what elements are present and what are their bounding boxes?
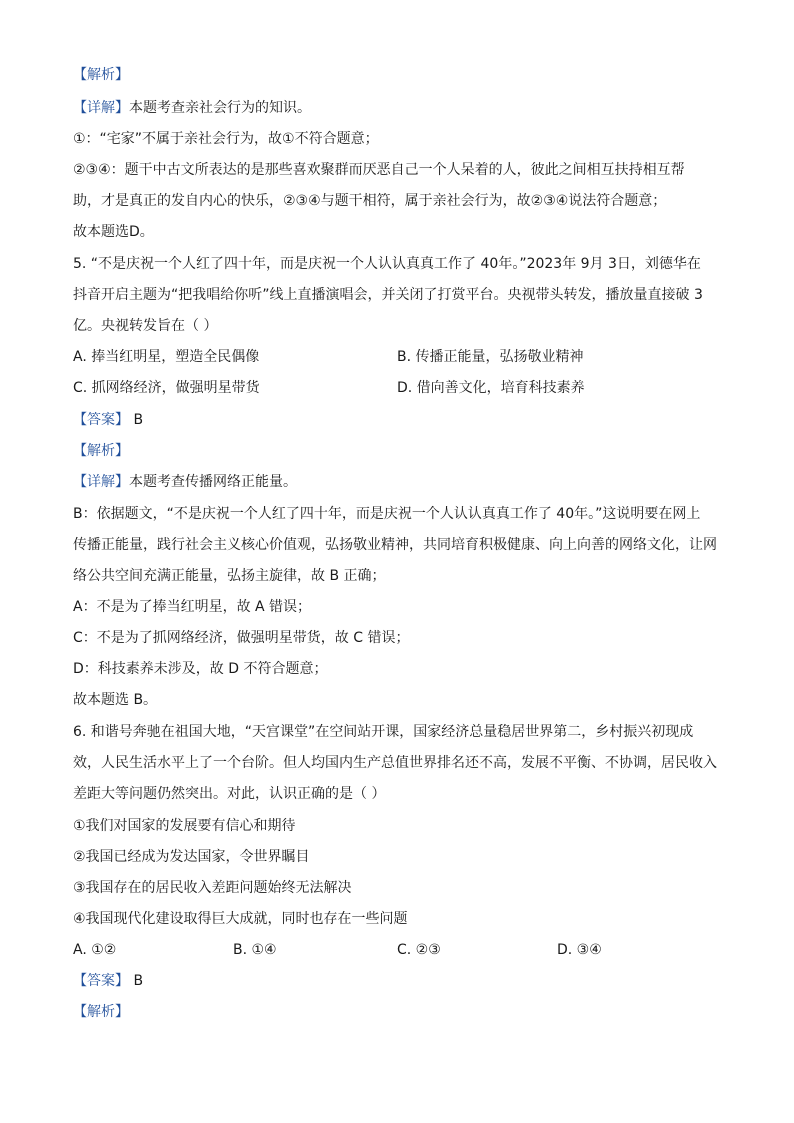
answer-value: B — [133, 412, 144, 428]
statement-item: ④我国现代化建设取得巨大成就，同时也存在一些问题 — [73, 911, 408, 927]
option-a: A. ①② — [73, 942, 117, 958]
detail-text: 本题考查传播网络正能量。 — [129, 474, 297, 490]
option-d: D. 借向善文化，培育科技素养 — [397, 380, 585, 396]
question-5-stem: 亿。央视转发旨在（ ） — [73, 318, 218, 334]
explanation-line: ②③④：题干中古文所表达的是那些喜欢聚群而厌恶自己一个人呆着的人，彼此之间相互扶持相互帮 — [73, 162, 685, 178]
answer-label: 【答案】 — [73, 973, 129, 989]
detail-label: 【详解】 — [73, 474, 129, 490]
analysis-label: 【解析】 — [73, 443, 129, 459]
explanation-line: A：不是为了捧当红明星，故 A 错误； — [73, 599, 312, 615]
option-c: C. 抓网络经济，做强明星带货 — [73, 380, 260, 396]
question-6-stem: 效，人民生活水平上了一个台阶。但人均国内生产总值世界排名还不高，发展不平衡、不协调，居民收入 — [73, 755, 717, 771]
explanation-line: C：不是为了抓网络经济，做强明星带货，故 C 错误； — [73, 630, 410, 646]
analysis-label: 【解析】 — [73, 1004, 129, 1020]
explanation-line: 助，才是真正的发自内心的快乐，②③④与题干相符，属于亲社会行为，故②③④说法符合题意； — [73, 193, 667, 209]
statement-item: ①我们对国家的发展要有信心和期待 — [73, 818, 296, 834]
conclusion-line: 故本题选D。 — [73, 224, 154, 240]
question-5-stem: 抖音开启主题为“把我唱给你听”线上直播演唱会，并关闭了打赏平台。央视带头转发，播放量直接破 3 — [73, 287, 703, 303]
option-c: C. ②③ — [397, 942, 441, 958]
statement-item: ③我国存在的居民收入差距问题始终无法解决 — [73, 880, 352, 896]
question-6-stem: 6. 和谐号奔驰在祖国大地，“天宫课堂”在空间站开课，国家经济总量稳居世界第二，乡村振兴初现成 — [73, 724, 694, 740]
option-a: A. 捧当红明星，塑造全民偶像 — [73, 349, 260, 365]
answer-label: 【答案】 — [73, 412, 129, 428]
detail-text: 本题考查亲社会行为的知识。 — [129, 100, 311, 116]
explanation-line: 络公共空间充满正能量，弘扬主旋律，故 B 正确； — [73, 568, 386, 584]
option-b: B. 传播正能量，弘扬敬业精神 — [397, 349, 584, 365]
detail-line — [73, 98, 311, 118]
explanation-line: D：科技素养未涉及，故 D 不符合题意； — [73, 661, 328, 677]
question-5-stem: 5. “不是庆祝一个人红了四十年，而是庆祝一个人认认真真工作了 40年。”2023年 9月 3日，刘德华在 — [73, 256, 701, 272]
conclusion-line: 故本题选 B。 — [73, 692, 158, 708]
answer-line — [73, 410, 143, 430]
statement-item: ②我国已经成为发达国家，令世界瞩目 — [73, 849, 310, 865]
answer-line — [73, 971, 143, 991]
detail-line — [73, 472, 297, 492]
explanation-line: B：依据题文，“不是庆祝一个人红了四十年，而是庆祝一个人认认真真工作了 40年。”这说明要在网上 — [73, 506, 701, 522]
question-6-stem: 差距大等问题仍然突出。对此，认识正确的是（ ） — [73, 786, 386, 802]
answer-value: B — [133, 973, 144, 989]
option-b: B. ①④ — [233, 942, 277, 958]
option-d: D. ③④ — [557, 942, 602, 958]
detail-label: 【详解】 — [73, 100, 129, 116]
analysis-label: 【解析】 — [73, 67, 129, 83]
explanation-line: 传播正能量，践行社会主义核心价值观，弘扬敬业精神，共同培育积极健康、向上向善的网络文化，让网 — [73, 537, 717, 553]
explanation-line: ①：“宅家”不属于亲社会行为，故①不符合题意； — [73, 131, 379, 147]
